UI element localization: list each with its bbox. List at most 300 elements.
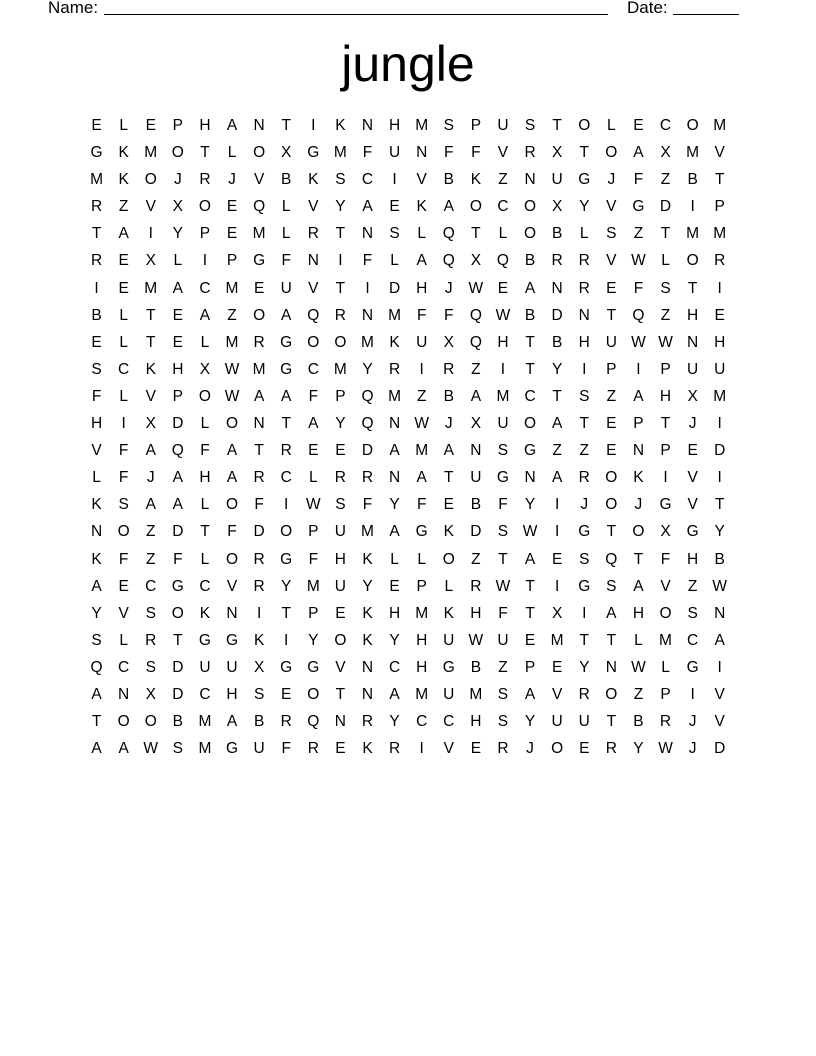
grid-cell[interactable]: Q <box>307 713 320 731</box>
grid-cell[interactable]: E <box>606 442 617 460</box>
grid-cell[interactable]: W <box>468 279 484 297</box>
grid-cell[interactable]: U <box>443 685 455 703</box>
grid-cell[interactable]: I <box>690 198 695 216</box>
grid-cell[interactable]: K <box>118 144 129 162</box>
grid-cell[interactable]: A <box>226 117 238 134</box>
grid-cell[interactable]: U <box>470 469 482 487</box>
grid-cell[interactable]: B <box>524 306 536 324</box>
grid-cell[interactable]: X <box>145 415 156 433</box>
grid-cell[interactable]: M <box>333 144 347 162</box>
grid-cell[interactable]: A <box>633 387 644 405</box>
grid-cell[interactable]: I <box>554 496 560 514</box>
grid-cell[interactable]: E <box>226 225 238 243</box>
grid-cell[interactable]: S <box>145 658 156 676</box>
grid-cell[interactable]: L <box>119 306 128 324</box>
grid-cell[interactable]: S <box>497 523 509 541</box>
grid-cell[interactable]: E <box>172 333 183 351</box>
grid-cell[interactable]: G <box>171 577 184 595</box>
grid-cell[interactable]: A <box>443 198 454 216</box>
grid-cell[interactable]: K <box>389 333 400 351</box>
grid-cell[interactable]: A <box>199 306 211 324</box>
grid-cell[interactable]: Q <box>361 387 374 405</box>
grid-cell[interactable]: N <box>253 117 265 134</box>
grid-cell[interactable]: G <box>578 171 591 189</box>
grid-cell[interactable]: C <box>659 117 672 134</box>
grid-cell[interactable]: S <box>524 117 536 134</box>
grid-cell[interactable]: E <box>606 415 617 433</box>
grid-cell[interactable]: S <box>443 117 454 134</box>
grid-cell[interactable]: P <box>524 658 536 676</box>
grid-cell[interactable]: C <box>280 469 292 487</box>
grid-cell[interactable]: G <box>90 144 103 162</box>
grid-cell[interactable]: R <box>334 306 346 324</box>
grid-cell[interactable]: L <box>281 198 291 216</box>
grid-cell[interactable]: K <box>362 631 373 649</box>
grid-cell[interactable]: C <box>687 631 699 649</box>
grid-cell[interactable]: E <box>226 198 238 216</box>
grid-cell[interactable]: R <box>578 685 590 703</box>
grid-cell[interactable]: O <box>253 306 266 324</box>
grid-cell[interactable]: H <box>470 604 482 622</box>
grid-cell[interactable]: J <box>634 496 643 514</box>
grid-cell[interactable]: A <box>91 577 102 595</box>
grid-cell[interactable]: V <box>606 198 617 216</box>
grid-cell[interactable]: Y <box>524 713 536 731</box>
grid-cell[interactable]: Y <box>389 496 400 514</box>
grid-cell[interactable]: C <box>524 387 536 405</box>
grid-cell[interactable]: H <box>334 550 346 568</box>
grid-cell[interactable]: T <box>660 415 671 433</box>
grid-cell[interactable]: J <box>526 740 534 758</box>
grid-cell[interactable]: J <box>688 415 697 433</box>
grid-cell[interactable]: W <box>414 415 429 433</box>
grid-cell[interactable]: N <box>361 117 374 134</box>
grid-cell[interactable]: X <box>551 144 563 162</box>
grid-cell[interactable]: G <box>578 577 591 595</box>
grid-cell[interactable]: Y <box>335 415 346 433</box>
grid-cell[interactable]: R <box>280 442 292 460</box>
grid-cell[interactable]: W <box>468 631 484 649</box>
grid-cell[interactable]: G <box>524 442 537 460</box>
grid-cell[interactable]: E <box>524 631 536 649</box>
grid-cell[interactable]: L <box>173 252 183 270</box>
grid-cell[interactable]: O <box>334 333 347 351</box>
grid-cell[interactable]: E <box>606 279 617 297</box>
grid-cell[interactable]: T <box>335 225 346 243</box>
grid-cell[interactable]: H <box>632 604 645 622</box>
grid-cell[interactable]: G <box>225 631 239 649</box>
grid-cell[interactable]: U <box>497 415 509 433</box>
grid-cell[interactable]: B <box>470 658 482 676</box>
grid-cell[interactable]: V <box>497 144 509 162</box>
grid-cell[interactable]: G <box>280 333 293 351</box>
grid-cell[interactable]: N <box>118 685 130 703</box>
grid-cell[interactable]: B <box>714 550 725 568</box>
grid-cell[interactable]: F <box>444 306 454 324</box>
grid-cell[interactable]: L <box>607 117 616 134</box>
grid-cell[interactable]: K <box>335 117 346 134</box>
grid-cell[interactable]: K <box>253 631 265 649</box>
grid-cell[interactable]: A <box>714 631 725 649</box>
grid-cell[interactable]: B <box>281 171 292 189</box>
grid-cell[interactable]: G <box>632 198 645 216</box>
grid-cell[interactable]: R <box>280 713 292 731</box>
grid-cell[interactable]: R <box>470 577 482 595</box>
grid-cell[interactable]: I <box>717 469 722 487</box>
grid-cell[interactable]: Z <box>633 685 644 703</box>
grid-cell[interactable]: I <box>284 496 289 514</box>
grid-cell[interactable]: Y <box>714 523 725 541</box>
grid-cell[interactable]: F <box>471 144 481 162</box>
grid-cell[interactable]: D <box>361 442 374 460</box>
grid-cell[interactable]: X <box>199 360 211 378</box>
grid-cell[interactable]: L <box>92 469 101 487</box>
grid-cell[interactable]: E <box>335 442 346 460</box>
grid-cell[interactable]: S <box>579 387 590 405</box>
grid-cell[interactable]: F <box>254 496 264 514</box>
grid-cell[interactable]: I <box>582 604 587 622</box>
grid-cell[interactable]: Q <box>253 198 266 216</box>
grid-cell[interactable]: B <box>470 496 482 514</box>
grid-cell[interactable]: V <box>714 144 725 162</box>
grid-cell[interactable]: T <box>335 685 346 703</box>
grid-cell[interactable]: E <box>91 333 102 351</box>
grid-cell[interactable]: R <box>578 469 590 487</box>
grid-cell[interactable]: E <box>253 279 265 297</box>
grid-cell[interactable]: W <box>631 252 646 270</box>
grid-cell[interactable]: F <box>227 523 237 541</box>
grid-cell[interactable]: C <box>118 360 130 378</box>
grid-cell[interactable]: S <box>606 225 617 243</box>
grid-cell[interactable]: G <box>415 523 428 541</box>
grid-cell[interactable]: C <box>443 713 455 731</box>
grid-cell[interactable]: L <box>390 550 399 568</box>
grid-cell[interactable]: A <box>226 713 238 731</box>
grid-cell[interactable]: T <box>91 713 102 731</box>
grid-cell[interactable]: X <box>281 144 292 162</box>
grid-cell[interactable]: X <box>551 604 563 622</box>
grid-cell[interactable]: K <box>633 469 644 487</box>
grid-cell[interactable]: A <box>551 469 563 487</box>
grid-cell[interactable]: Q <box>442 225 455 243</box>
grid-cell[interactable]: U <box>334 523 346 541</box>
grid-cell[interactable]: F <box>362 496 373 514</box>
grid-cell[interactable]: N <box>416 144 428 162</box>
grid-cell[interactable]: Z <box>552 442 562 460</box>
grid-cell[interactable]: O <box>632 523 645 541</box>
grid-cell[interactable]: T <box>281 415 291 433</box>
grid-cell[interactable]: R <box>90 198 103 216</box>
grid-cell[interactable]: N <box>361 225 374 243</box>
grid-cell[interactable]: F <box>362 144 373 162</box>
grid-cell[interactable]: X <box>660 144 671 162</box>
grid-cell[interactable]: V <box>91 442 102 460</box>
grid-cell[interactable]: O <box>253 144 266 162</box>
grid-cell[interactable]: G <box>225 740 239 758</box>
grid-cell[interactable]: S <box>687 604 698 622</box>
grid-cell[interactable]: F <box>118 550 129 568</box>
grid-cell[interactable]: K <box>145 360 156 378</box>
grid-cell[interactable]: C <box>118 658 130 676</box>
grid-cell[interactable]: S <box>335 496 346 514</box>
grid-cell[interactable]: B <box>551 225 563 243</box>
grid-cell[interactable]: T <box>525 333 535 351</box>
grid-cell[interactable]: E <box>714 306 725 324</box>
grid-cell[interactable]: B <box>172 713 183 731</box>
grid-cell[interactable]: A <box>145 442 156 460</box>
grid-cell[interactable]: P <box>226 252 238 270</box>
grid-cell[interactable]: W <box>631 333 646 351</box>
grid-cell[interactable]: R <box>578 252 590 270</box>
grid-cell[interactable]: M <box>415 117 429 134</box>
grid-cell[interactable]: I <box>500 360 506 378</box>
grid-cell[interactable]: S <box>579 550 590 568</box>
grid-cell[interactable]: Y <box>335 198 346 216</box>
grid-cell[interactable]: H <box>199 469 211 487</box>
grid-cell[interactable]: V <box>687 496 698 514</box>
grid-cell[interactable]: E <box>443 496 454 514</box>
grid-cell[interactable]: F <box>416 496 427 514</box>
grid-cell[interactable]: Y <box>362 577 373 595</box>
grid-cell[interactable]: N <box>361 658 374 676</box>
grid-cell[interactable]: U <box>253 740 265 758</box>
grid-cell[interactable]: A <box>524 550 536 568</box>
grid-cell[interactable]: F <box>118 469 129 487</box>
grid-cell[interactable]: H <box>470 713 482 731</box>
grid-cell[interactable]: S <box>660 279 671 297</box>
grid-cell[interactable]: H <box>497 333 509 351</box>
grid-cell[interactable]: K <box>443 523 454 541</box>
grid-cell[interactable]: K <box>416 198 427 216</box>
grid-cell[interactable]: A <box>633 144 644 162</box>
grid-cell[interactable]: S <box>335 171 346 189</box>
grid-cell[interactable]: K <box>470 171 482 189</box>
grid-cell[interactable]: N <box>361 306 374 324</box>
grid-cell[interactable]: D <box>714 442 726 460</box>
grid-cell[interactable]: Q <box>605 550 618 568</box>
grid-cell[interactable]: N <box>361 685 374 703</box>
grid-cell[interactable]: F <box>173 550 183 568</box>
grid-cell[interactable]: L <box>579 225 589 243</box>
grid-cell[interactable]: F <box>281 252 291 270</box>
grid-cell[interactable]: S <box>253 685 265 703</box>
grid-cell[interactable]: M <box>225 333 239 351</box>
grid-cell[interactable]: D <box>253 523 265 541</box>
grid-cell[interactable]: Q <box>442 252 455 270</box>
grid-cell[interactable]: Z <box>687 577 698 595</box>
grid-cell[interactable]: A <box>226 469 238 487</box>
grid-cell[interactable]: N <box>524 171 536 189</box>
grid-cell[interactable]: A <box>172 469 183 487</box>
grid-cell[interactable]: I <box>663 469 668 487</box>
grid-cell[interactable]: O <box>578 117 591 134</box>
grid-cell[interactable]: A <box>470 387 482 405</box>
grid-cell[interactable]: E <box>551 550 563 568</box>
grid-cell[interactable]: Y <box>389 631 400 649</box>
grid-cell[interactable]: Y <box>551 360 563 378</box>
grid-cell[interactable]: W <box>495 306 511 324</box>
grid-cell[interactable]: L <box>498 225 508 243</box>
grid-cell[interactable]: B <box>443 387 454 405</box>
grid-cell[interactable]: H <box>388 604 401 622</box>
grid-cell[interactable]: R <box>578 279 590 297</box>
grid-cell[interactable]: S <box>172 740 183 758</box>
grid-cell[interactable]: M <box>333 360 347 378</box>
grid-cell[interactable]: L <box>200 333 210 351</box>
grid-cell[interactable]: D <box>470 523 482 541</box>
grid-cell[interactable]: T <box>146 333 156 351</box>
grid-cell[interactable]: M <box>144 279 158 297</box>
grid-cell[interactable]: I <box>419 740 424 758</box>
grid-cell[interactable]: B <box>91 306 102 324</box>
grid-cell[interactable]: T <box>444 469 454 487</box>
grid-cell[interactable]: R <box>443 360 455 378</box>
grid-cell[interactable]: X <box>443 333 454 351</box>
grid-cell[interactable]: V <box>308 279 319 297</box>
grid-cell[interactable]: F <box>498 604 508 622</box>
grid-cell[interactable]: E <box>118 252 129 270</box>
grid-cell[interactable]: K <box>199 604 211 622</box>
grid-cell[interactable]: A <box>362 198 373 216</box>
grid-cell[interactable]: E <box>389 198 400 216</box>
grid-cell[interactable]: R <box>659 713 672 731</box>
grid-cell[interactable]: C <box>361 171 374 189</box>
grid-cell[interactable]: W <box>224 360 240 378</box>
grid-cell[interactable]: J <box>173 171 182 189</box>
grid-cell[interactable]: H <box>416 658 428 676</box>
grid-cell[interactable]: Z <box>118 198 129 216</box>
grid-cell[interactable]: M <box>306 577 320 595</box>
grid-cell[interactable]: V <box>714 685 725 703</box>
grid-cell[interactable]: Y <box>524 496 536 514</box>
grid-cell[interactable]: R <box>90 252 103 270</box>
grid-cell[interactable]: M <box>361 333 374 351</box>
grid-cell[interactable]: H <box>199 117 211 134</box>
grid-cell[interactable]: T <box>281 604 291 622</box>
grid-cell[interactable]: K <box>443 604 454 622</box>
grid-cell[interactable]: R <box>714 252 726 270</box>
grid-cell[interactable]: Q <box>632 306 645 324</box>
grid-cell[interactable]: M <box>361 523 374 541</box>
grid-cell[interactable]: G <box>280 658 293 676</box>
grid-cell[interactable]: V <box>606 252 617 270</box>
grid-cell[interactable]: G <box>307 658 320 676</box>
grid-cell[interactable]: T <box>714 496 725 514</box>
grid-cell[interactable]: R <box>253 469 265 487</box>
grid-cell[interactable]: S <box>91 360 102 378</box>
grid-cell[interactable]: N <box>307 252 319 270</box>
grid-cell[interactable]: F <box>444 144 454 162</box>
grid-cell[interactable]: W <box>495 577 511 595</box>
grid-cell[interactable]: Q <box>171 442 184 460</box>
grid-cell[interactable]: J <box>580 496 589 514</box>
grid-cell[interactable]: R <box>253 550 265 568</box>
grid-cell[interactable]: R <box>253 333 265 351</box>
grid-cell[interactable]: N <box>687 333 699 351</box>
grid-cell[interactable]: M <box>686 144 700 162</box>
grid-cell[interactable]: M <box>469 685 483 703</box>
grid-cell[interactable]: V <box>687 469 698 487</box>
grid-cell[interactable]: Y <box>281 577 292 595</box>
grid-cell[interactable]: T <box>606 713 617 731</box>
grid-cell[interactable]: B <box>633 713 644 731</box>
grid-cell[interactable]: G <box>686 658 699 676</box>
grid-cell[interactable]: E <box>118 279 129 297</box>
grid-cell[interactable]: T <box>579 144 589 162</box>
grid-cell[interactable]: O <box>605 469 618 487</box>
grid-cell[interactable]: L <box>200 496 210 514</box>
grid-cell[interactable]: A <box>118 740 129 758</box>
grid-cell[interactable]: Y <box>172 225 183 243</box>
grid-cell[interactable]: V <box>118 604 129 622</box>
grid-cell[interactable]: P <box>308 523 319 541</box>
grid-cell[interactable]: U <box>280 279 292 297</box>
grid-cell[interactable]: F <box>91 387 102 405</box>
grid-cell[interactable]: J <box>444 279 453 297</box>
grid-cell[interactable]: R <box>307 740 319 758</box>
grid-cell[interactable]: B <box>524 252 536 270</box>
grid-cell[interactable]: O <box>524 198 537 216</box>
grid-cell[interactable]: D <box>388 279 401 297</box>
grid-cell[interactable]: H <box>388 117 401 134</box>
grid-cell[interactable]: K <box>118 171 129 189</box>
grid-cell[interactable]: T <box>525 360 535 378</box>
grid-cell[interactable]: N <box>605 658 617 676</box>
grid-cell[interactable]: Z <box>416 387 427 405</box>
grid-cell[interactable]: C <box>416 713 428 731</box>
grid-cell[interactable]: E <box>335 740 346 758</box>
grid-cell[interactable]: L <box>119 631 128 649</box>
grid-cell[interactable]: T <box>552 117 562 134</box>
grid-cell[interactable]: R <box>388 360 401 378</box>
grid-cell[interactable]: V <box>416 171 427 189</box>
grid-cell[interactable]: Y <box>308 631 319 649</box>
grid-cell[interactable]: T <box>606 306 617 324</box>
grid-cell[interactable]: R <box>361 469 374 487</box>
grid-cell[interactable]: J <box>444 415 453 433</box>
grid-cell[interactable]: E <box>551 658 563 676</box>
grid-cell[interactable]: O <box>198 387 211 405</box>
grid-cell[interactable]: Q <box>469 306 482 324</box>
grid-cell[interactable]: I <box>717 658 722 676</box>
grid-cell[interactable]: D <box>172 685 184 703</box>
grid-cell[interactable]: G <box>496 469 509 487</box>
grid-cell[interactable]: S <box>389 225 400 243</box>
grid-cell[interactable]: M <box>713 117 727 134</box>
grid-cell[interactable]: R <box>497 740 509 758</box>
grid-cell[interactable]: M <box>713 225 727 243</box>
grid-cell[interactable]: U <box>226 658 238 676</box>
grid-cell[interactable]: Q <box>307 306 320 324</box>
grid-cell[interactable]: C <box>199 685 211 703</box>
grid-cell[interactable]: Q <box>361 415 374 433</box>
grid-cell[interactable]: T <box>687 279 698 297</box>
grid-cell[interactable]: T <box>471 225 481 243</box>
grid-cell[interactable]: U <box>687 360 699 378</box>
grid-cell[interactable]: A <box>524 279 536 297</box>
grid-cell[interactable]: Q <box>90 658 103 676</box>
grid-cell[interactable]: Z <box>146 550 156 568</box>
grid-cell[interactable]: Z <box>227 306 237 324</box>
grid-cell[interactable]: T <box>606 523 617 541</box>
grid-cell[interactable]: F <box>308 387 319 405</box>
grid-cell[interactable]: Z <box>579 442 589 460</box>
grid-cell[interactable]: O <box>524 225 537 243</box>
grid-cell[interactable]: G <box>442 658 455 676</box>
grid-cell[interactable]: A <box>633 577 644 595</box>
grid-cell[interactable]: M <box>388 306 402 324</box>
grid-cell[interactable]: X <box>470 415 482 433</box>
